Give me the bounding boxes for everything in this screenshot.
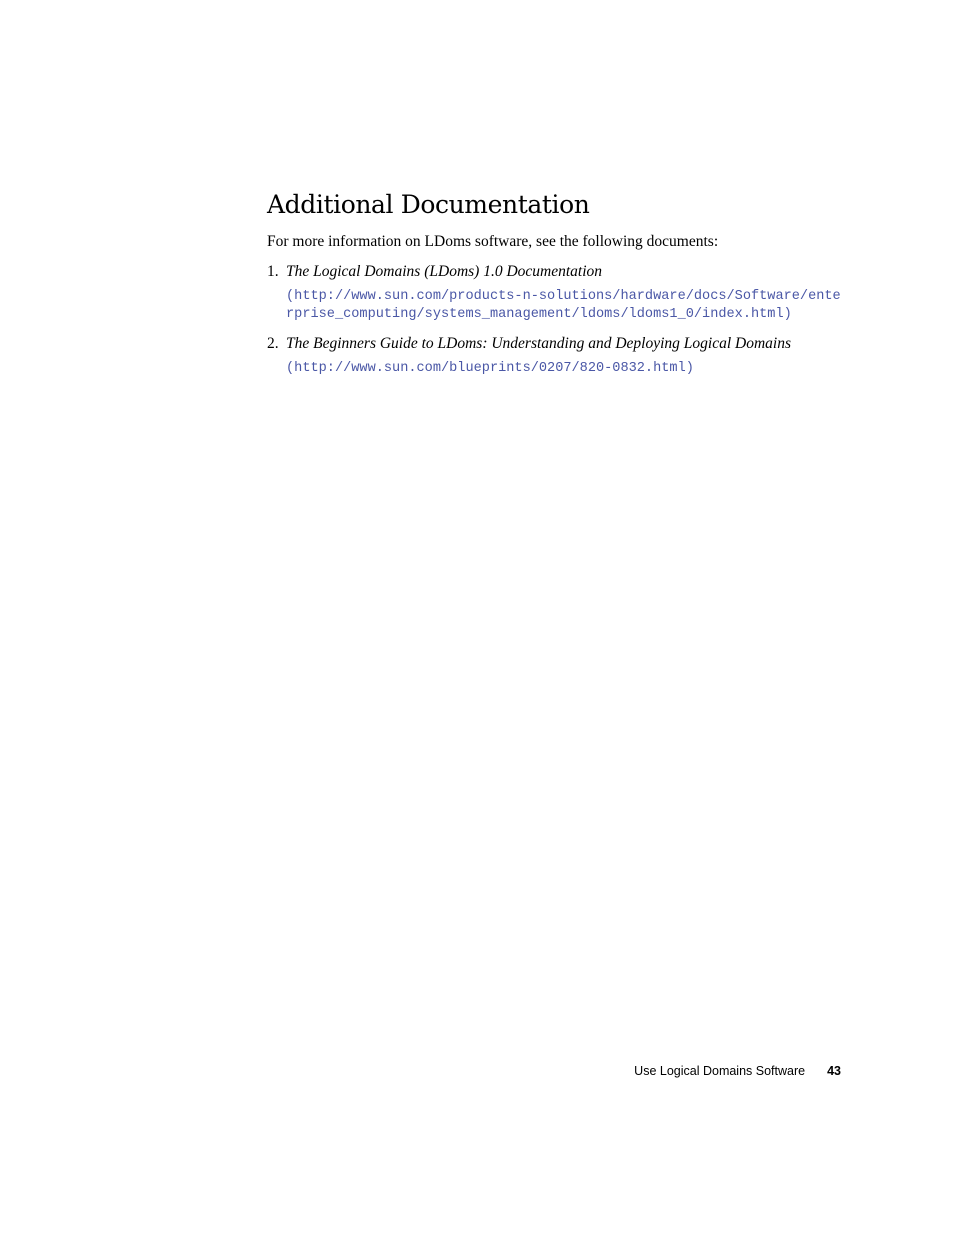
intro-paragraph: For more information on LDoms software, see the following documents: [267, 233, 719, 250]
page-number: 43 [827, 1064, 841, 1078]
page-content [267, 188, 842, 378]
list-number: 2. [267, 335, 279, 352]
documentation-list [267, 262, 842, 378]
footer-chapter-title: Use Logical Domains Software [634, 1064, 806, 1078]
doc-title-line [267, 262, 842, 282]
list-item [267, 334, 842, 378]
doc-title: The Beginners Guide to LDoms: Understanding and Deploying Logical Domains [286, 335, 792, 352]
doc-link[interactable]: (http://www.sun.com/products-n-solutions/hardware/docs/Software/enterprise_computing/systems_management/ldoms/ldoms1_0/index.html) [286, 289, 841, 322]
page-footer [600, 1063, 841, 1079]
doc-link[interactable]: (http://www.sun.com/blueprints/0207/820-0832.html) [286, 361, 694, 376]
list-number: 1. [267, 263, 279, 280]
section-heading: Additional Documentation [267, 190, 590, 219]
doc-title-line [267, 334, 842, 354]
list-item [267, 262, 842, 324]
doc-title: The Logical Domains (LDoms) 1.0 Documentation [286, 263, 603, 280]
